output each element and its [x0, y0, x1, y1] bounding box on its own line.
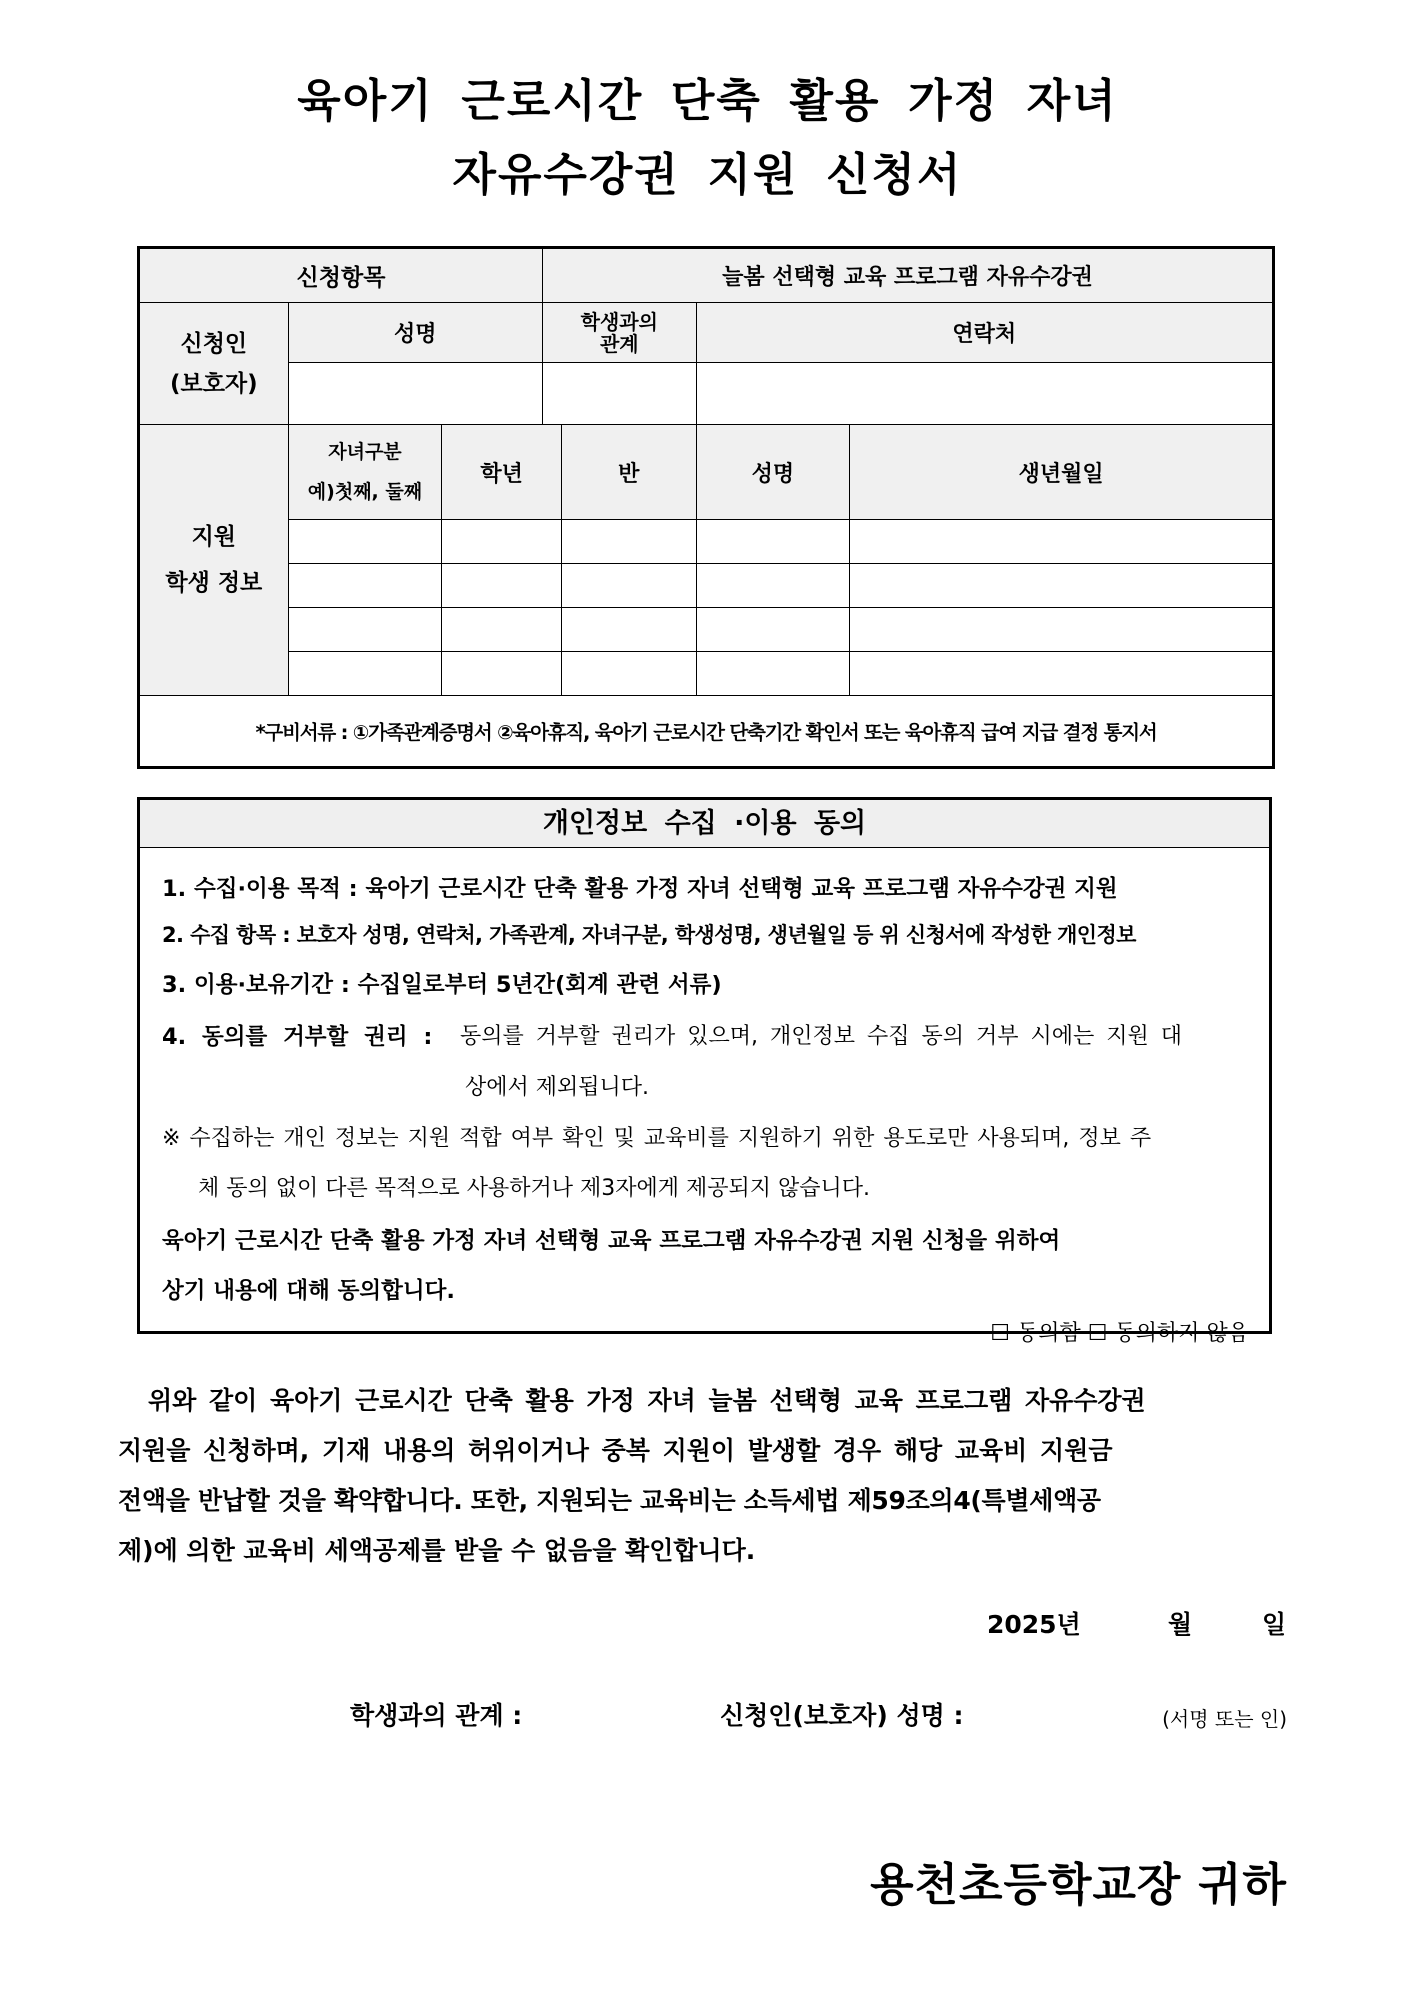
guardian-name-field[interactable]: [288, 363, 542, 425]
form-title-line1: 육아기 근로시간 단축 활용 가정 자녀: [297, 74, 1118, 127]
student-name-cell[interactable]: [696, 520, 850, 564]
applicant-label-line1: 신청인: [180, 330, 248, 357]
birthdate-cell[interactable]: [850, 652, 1274, 696]
student-info-label: [139, 425, 289, 696]
consent-note-line1: ※ 수집하는 개인 정보는 지원 적합 여부 확인 및 교육비를 지원하기 위한 용도로만 사용되며, 정보 주: [162, 1126, 1152, 1151]
class-header: 반: [561, 425, 696, 520]
relation-header-line1: 학생과의: [580, 309, 658, 334]
required-documents-note: *구비서류 : ①가족관계증명서 ②육아휴직, 육아기 근로시간 단축기간 확인서 또는 육아휴직 급여 지급 결정 통지서: [139, 696, 1274, 768]
date-month: 월: [1168, 1610, 1193, 1639]
student-name-cell[interactable]: [696, 564, 850, 608]
student-name-cell[interactable]: [696, 652, 850, 696]
grade-header: 학년: [442, 425, 562, 520]
consent-item-collected-fields: 2. 수집 항목 : 보호자 성명, 연락처, 가족관계, 자녀구분, 학생성명, 생년월일 등 위 신청서에 작성한 개인정보: [162, 923, 1136, 947]
consent-heading: 개인정보 수집 ·이용 동의: [140, 800, 1269, 848]
consent-statement-line1: 육아기 근로시간 단축 활용 가정 자녀 선택형 교육 프로그램 자유수강권 지원 신청을 위하여: [162, 1228, 1061, 1254]
relation-header-line2: 관계: [599, 331, 639, 356]
student-info-label-line2: 학생 정보: [165, 570, 263, 596]
class-cell[interactable]: [561, 564, 696, 608]
consent-statement-line2: 상기 내용에 대해 동의합니다.: [162, 1278, 455, 1304]
contact-field[interactable]: [696, 363, 1273, 425]
agree-label: 동의함: [1016, 1321, 1081, 1346]
child-order-cell[interactable]: [288, 564, 442, 608]
child-order-cell[interactable]: [288, 652, 442, 696]
birthdate-header: 생년월일: [850, 425, 1274, 520]
application-item-label: 신청항목: [139, 248, 543, 303]
consent-note-line2: 체 동의 없이 다른 목적으로 사용하거나 제3자에게 제공되지 않습니다.: [198, 1176, 870, 1201]
class-cell[interactable]: [561, 652, 696, 696]
birthdate-cell[interactable]: [850, 564, 1274, 608]
declaration-paragraph: [118, 1376, 1286, 1576]
consent-item-purpose: 1. 수집·이용 목적 : 육아기 근로시간 단축 활용 가정 자녀 선택형 교육 프로그램 자유수강권 지원: [162, 876, 1118, 902]
consent-item-retention: 3. 이용·보유기간 : 수집일로부터 5년간(회계 관련 서류): [162, 972, 722, 998]
guardian-name-header: 성명: [288, 303, 542, 363]
signature-applicant-label: 신청인(보호자) 성명 :: [720, 1701, 964, 1730]
application-item-value: 늘봄 선택형 교육 프로그램 자유수강권: [542, 248, 1273, 303]
child-order-cell[interactable]: [288, 608, 442, 652]
grade-cell[interactable]: [442, 520, 562, 564]
student-name-header: 성명: [696, 425, 850, 520]
declaration-line1: 위와 같이 육아기 근로시간 단축 활용 가정 자녀 늘봄 선택형 교육 프로그램 자유수강권: [148, 1386, 1146, 1415]
date-year: 2025년: [987, 1610, 1081, 1639]
consent-item-refusal-label: 4. 동의를 거부할 권리 :: [162, 1024, 433, 1050]
disagree-label: 동의하지 않음: [1114, 1321, 1249, 1346]
grade-cell[interactable]: [442, 652, 562, 696]
signature-note: (서명 또는 인): [1162, 1707, 1287, 1731]
grade-cell[interactable]: [442, 564, 562, 608]
relation-field[interactable]: [542, 363, 696, 425]
declaration-line3: 전액을 반납할 것을 확약합니다. 또한, 지원되는 교육비는 소득세법 제59조의4(특별세액공: [118, 1486, 1101, 1515]
declaration-line2: 지원을 신청하며, 기재 내용의 허위이거나 중복 지원이 발생할 경우 해당 교육비 지원금: [118, 1436, 1113, 1465]
student-name-cell[interactable]: [696, 608, 850, 652]
privacy-consent-box: [137, 797, 1272, 1346]
form-title-line2: 자유수강권 지원 신청서: [452, 148, 963, 201]
contact-header: 연락처: [696, 303, 1273, 363]
application-table: [137, 246, 1275, 769]
agree-checkbox[interactable]: ☐: [990, 1321, 1010, 1346]
birthdate-cell[interactable]: [850, 520, 1274, 564]
disagree-checkbox[interactable]: ☐: [1087, 1321, 1108, 1346]
child-order-header: [288, 425, 442, 520]
class-cell[interactable]: [561, 520, 696, 564]
child-order-header-line2: 예)첫째, 둘째: [307, 481, 423, 503]
child-order-cell[interactable]: [288, 520, 442, 564]
declaration-line4: 제)에 의한 교육비 세액공제를 받을 수 없음을 확인합니다.: [118, 1536, 756, 1565]
relation-header: [542, 303, 696, 363]
signature-relation-label: 학생과의 관계 :: [350, 1701, 523, 1730]
birthdate-cell[interactable]: [850, 608, 1274, 652]
consent-item-refusal-text-2: 상에서 제외됩니다.: [465, 1075, 650, 1100]
date-day: 일: [1262, 1610, 1287, 1639]
consent-options: [990, 1316, 1249, 1347]
class-cell[interactable]: [561, 608, 696, 652]
student-info-label-line1: 지원: [191, 524, 237, 550]
applicant-label: [139, 303, 289, 425]
grade-cell[interactable]: [442, 608, 562, 652]
consent-item-refusal-text-1: 동의를 거부할 권리가 있으며, 개인정보 수집 동의 거부 시에는 지원 대: [460, 1024, 1182, 1049]
recipient: 용천초등학교장 귀하: [870, 1858, 1287, 1911]
applicant-label-line2: (보호자): [169, 370, 258, 397]
child-order-header-line1: 자녀구분: [328, 441, 402, 463]
